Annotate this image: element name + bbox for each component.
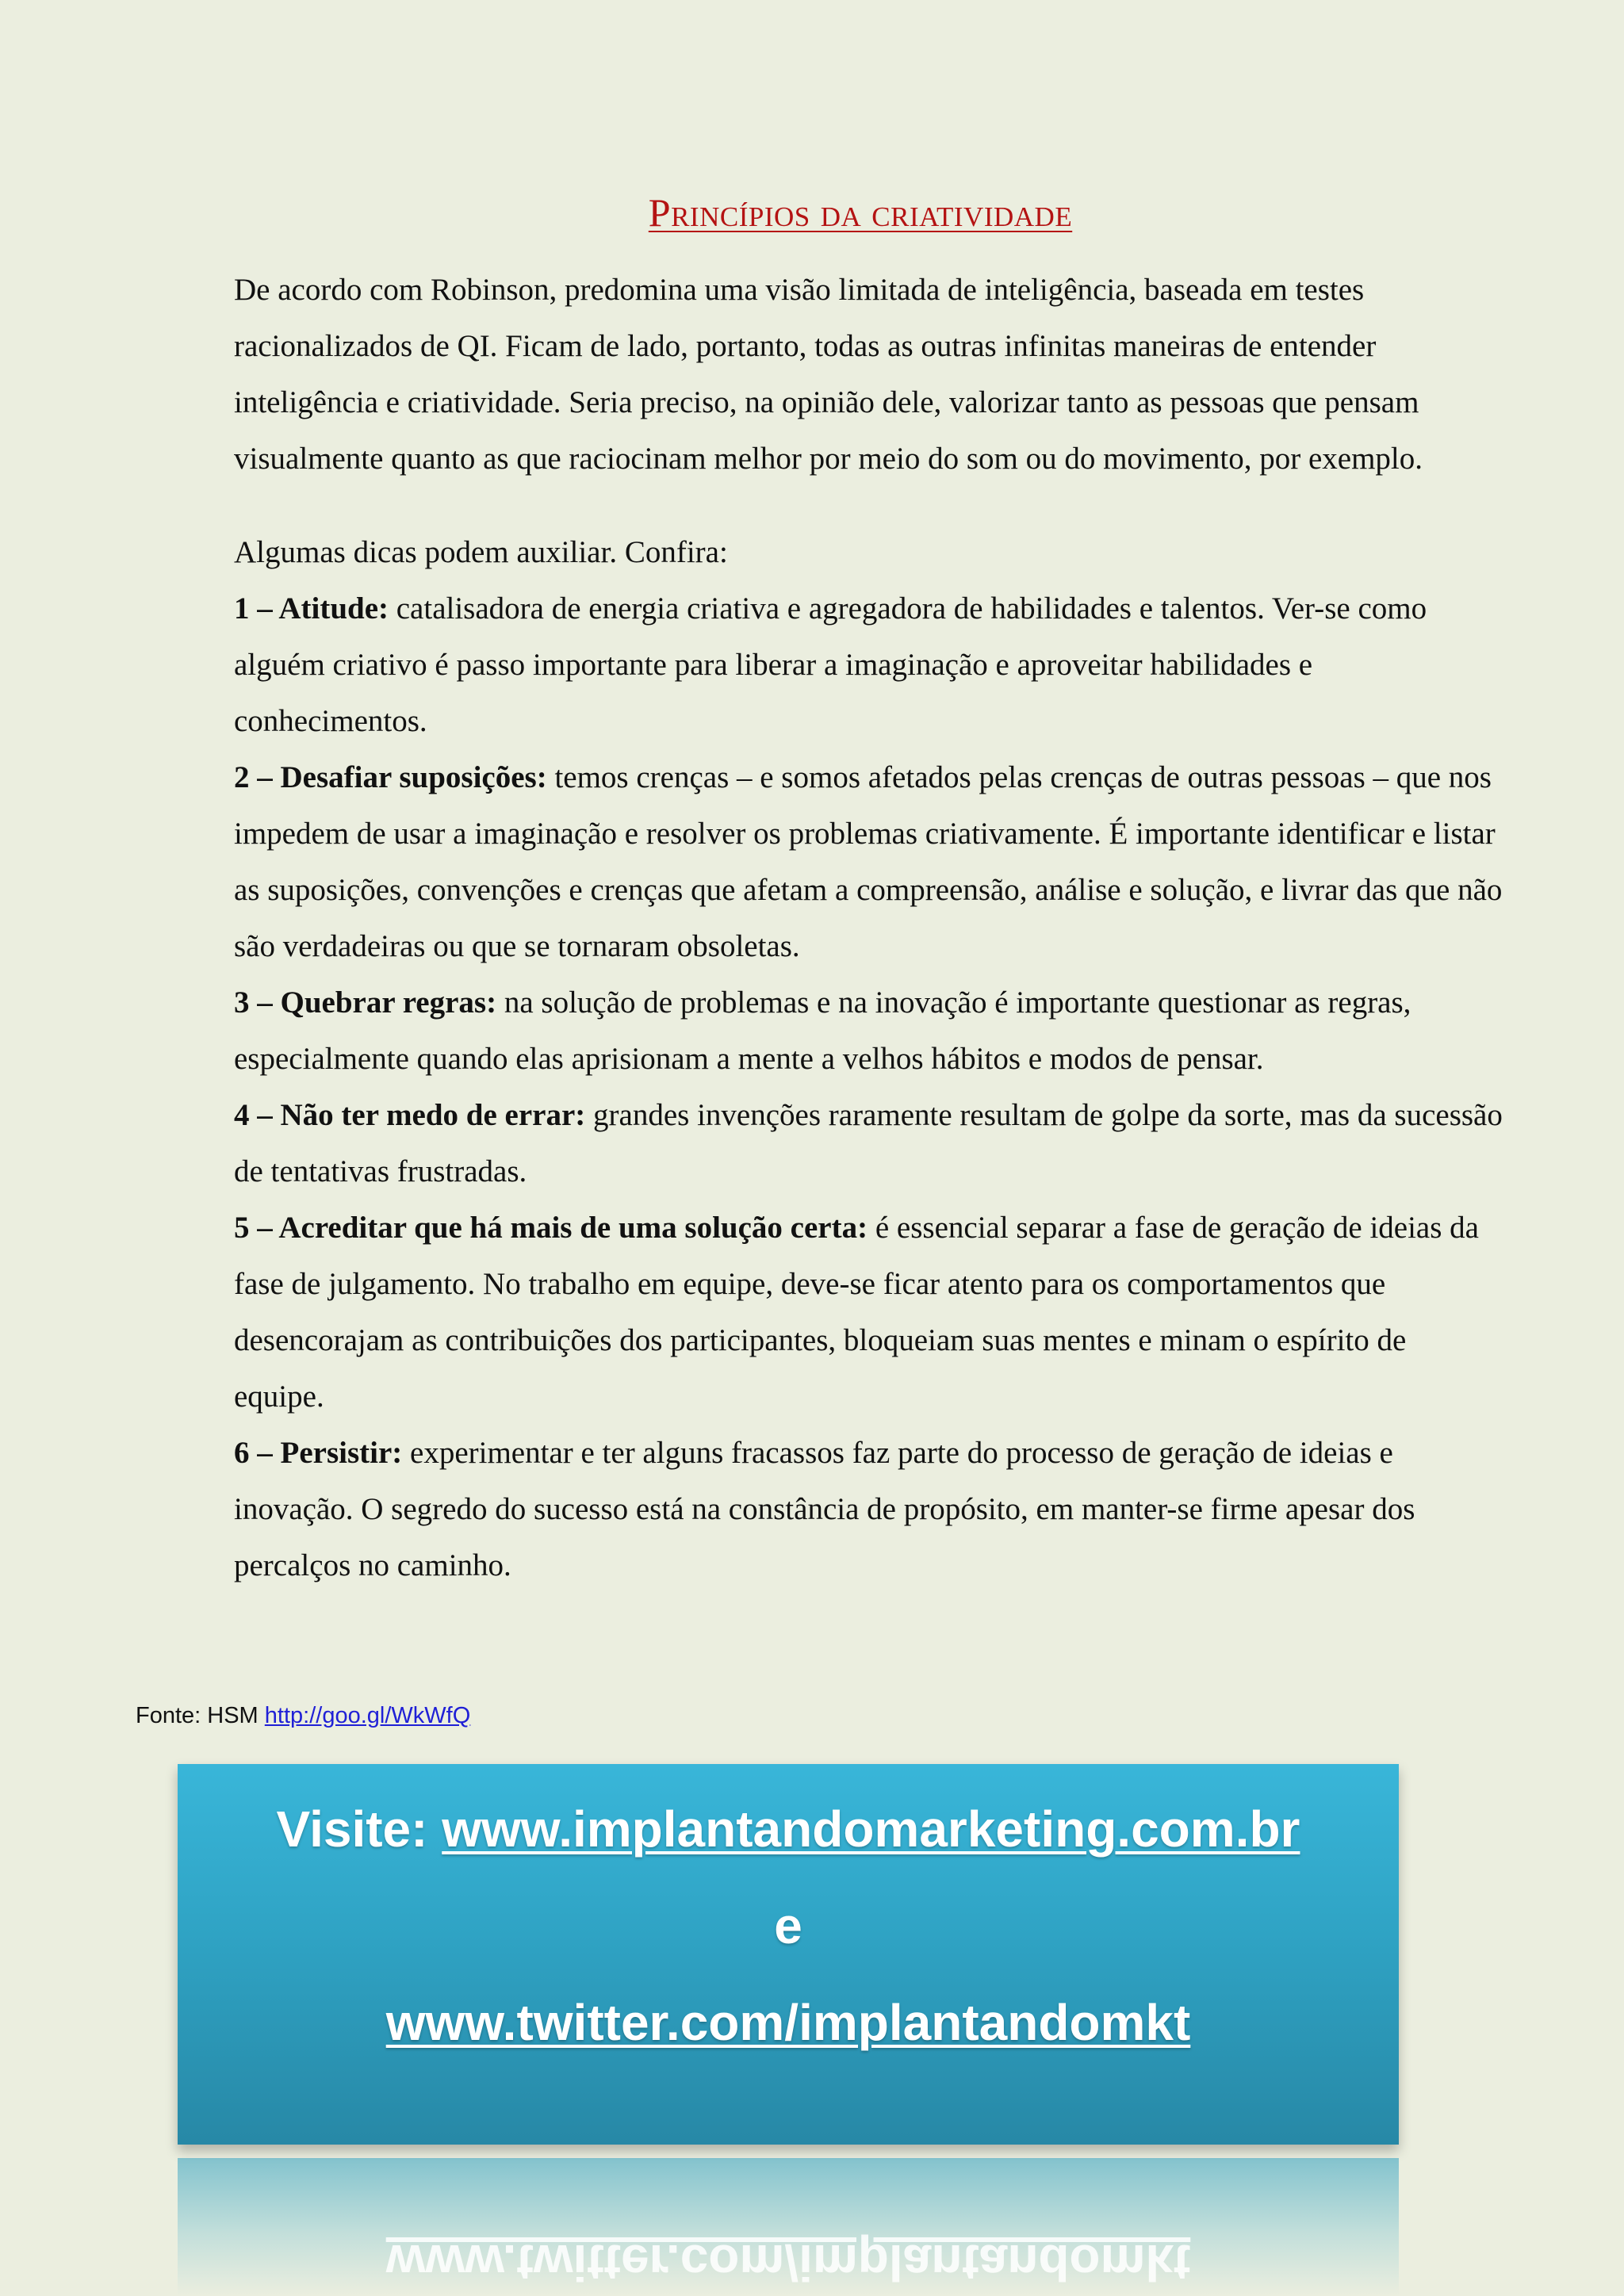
tip-label: 4 – Não ter medo de errar:: [234, 1098, 586, 1132]
tip-text: temos crenças – e somos afetados pelas crenças de outras pessoas – que nos impedem de usar a imaginação e resolver os problemas criativamente. É importante identificar e listar as suposições, convenções e crenças que afetam a compreensão, análise e solução, e livrar das que não são verdadeiras ou que se tornaram obsoletas.: [234, 760, 1503, 963]
tip-item: [234, 974, 1503, 1087]
promo-twitter-line: [178, 1991, 1399, 2054]
tip-item: [234, 1087, 1503, 1200]
tip-item: [234, 580, 1503, 749]
tip-label: 2 – Desafiar suposições:: [234, 760, 547, 794]
site-link[interactable]: www.implantandomarketing.com.br: [442, 1800, 1300, 1858]
tip-text: na solução de problemas e na inovação é importante questionar as regras, especialmente quando elas aprisionam a mente a velhos hábitos e modos de pensar.: [234, 985, 1411, 1076]
article-body: [234, 262, 1503, 1594]
promo-banner: [178, 1764, 1399, 2145]
promo-connector: e: [774, 1897, 802, 1954]
tip-item: [234, 1200, 1503, 1425]
tip-item: [234, 1425, 1503, 1594]
source-prefix: Fonte: HSM: [136, 1703, 265, 1728]
tip-label: 3 – Quebrar regras:: [234, 985, 497, 1020]
tips-intro: Algumas dicas podem auxiliar. Confira:: [234, 535, 728, 569]
tip-item: [234, 749, 1503, 974]
source-link[interactable]: http://goo.gl/WkWfQ: [264, 1703, 471, 1728]
tip-label: 6 – Persistir:: [234, 1436, 403, 1470]
promo-reflection: [178, 2158, 1399, 2296]
intro-paragraph: De acordo com Robinson, predomina uma visão limitada de inteligência, baseada em testes racionalizados de QI. Ficam de lado, portanto, todas as outras infinitas maneiras de entender inteligência e criatividade. Seria preciso, na opinião dele, valorizar tanto as pessoas que pensam visualmente quanto as que raciocinam melhor por meio do som ou do movimento, por exemplo.: [234, 273, 1423, 476]
tip-text: é essencial separar a fase de geração de ideias da fase de julgamento. No trabalho em equipe, deve-se ficar atento para os comportamentos que desencorajam as contribuições dos participantes, bloqueiam suas mentes e minam o espírito de equipe.: [234, 1211, 1479, 1414]
tip-text: grandes invenções raramente resultam de golpe da sorte, mas da sucessão de tentativas frustradas.: [234, 1098, 1503, 1188]
twitter-link[interactable]: www.twitter.com/implantandomkt: [385, 1994, 1191, 2051]
source-line: [136, 1700, 470, 1732]
tip-text: catalisadora de energia criativa e agregadora de habilidades e talentos. Ver-se como alguém criativo é passo importante para liberar a imaginação e aproveitar habilidades e conhecimentos.: [234, 591, 1427, 738]
page-title: Princípios da criatividade: [648, 190, 1073, 235]
promo-site-line: [178, 1797, 1399, 1861]
tip-text: experimentar e ter alguns fracassos faz parte do processo de geração de ideias e inovação. O segredo do sucesso está na constância de propósito, em manter-se firme apesar dos percalços no caminho.: [234, 1436, 1415, 1582]
tip-label: 1 – Atitude:: [234, 591, 389, 626]
reflection-text: www.twitter.com/implantandomkt: [385, 2234, 1191, 2291]
promo-visit-label: Visite:: [276, 1800, 442, 1858]
tip-label: 5 – Acreditar que há mais de uma solução certa:: [234, 1211, 868, 1245]
